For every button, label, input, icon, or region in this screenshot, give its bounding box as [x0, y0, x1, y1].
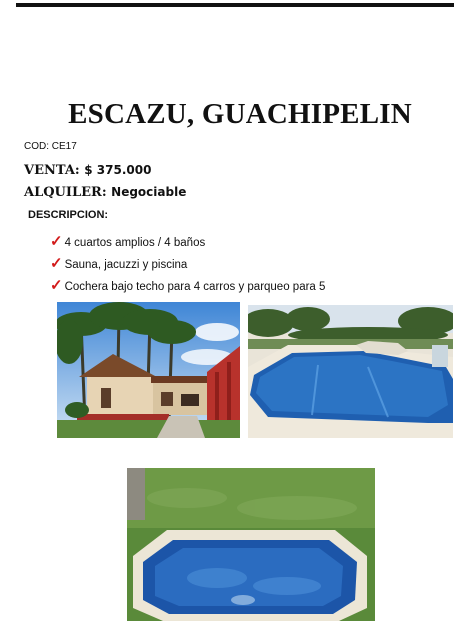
- page-title: ESCAZU, GUACHIPELIN: [68, 98, 412, 130]
- feature-item: [50, 254, 187, 272]
- rent-label: ALQUILER:: [24, 185, 107, 200]
- check-icon: ✓: [50, 233, 63, 250]
- feature-text: 4 cuartos amplios / 4 baños: [64, 237, 206, 249]
- property-code: COD: CE17: [24, 141, 77, 152]
- jacuzzi-photo: [127, 468, 375, 621]
- check-icon: ✓: [50, 255, 63, 272]
- rent-price: [24, 185, 186, 200]
- sale-price: [24, 163, 151, 178]
- sale-value: $ 375.000: [84, 163, 152, 177]
- top-rule: [16, 3, 454, 7]
- feature-text: Cochera bajo techo para 4 carros y parqueo para 5: [64, 281, 326, 293]
- sale-label: VENTA:: [24, 163, 80, 178]
- check-icon: ✓: [50, 277, 63, 294]
- pool-photo: [248, 305, 453, 438]
- feature-item: [50, 276, 325, 294]
- rent-value: Negociable: [111, 185, 187, 199]
- feature-text: Sauna, jacuzzi y piscina: [64, 259, 188, 271]
- description-heading: DESCRIPCION:: [28, 209, 109, 221]
- house-exterior-photo: [57, 302, 240, 438]
- feature-item: [50, 232, 205, 250]
